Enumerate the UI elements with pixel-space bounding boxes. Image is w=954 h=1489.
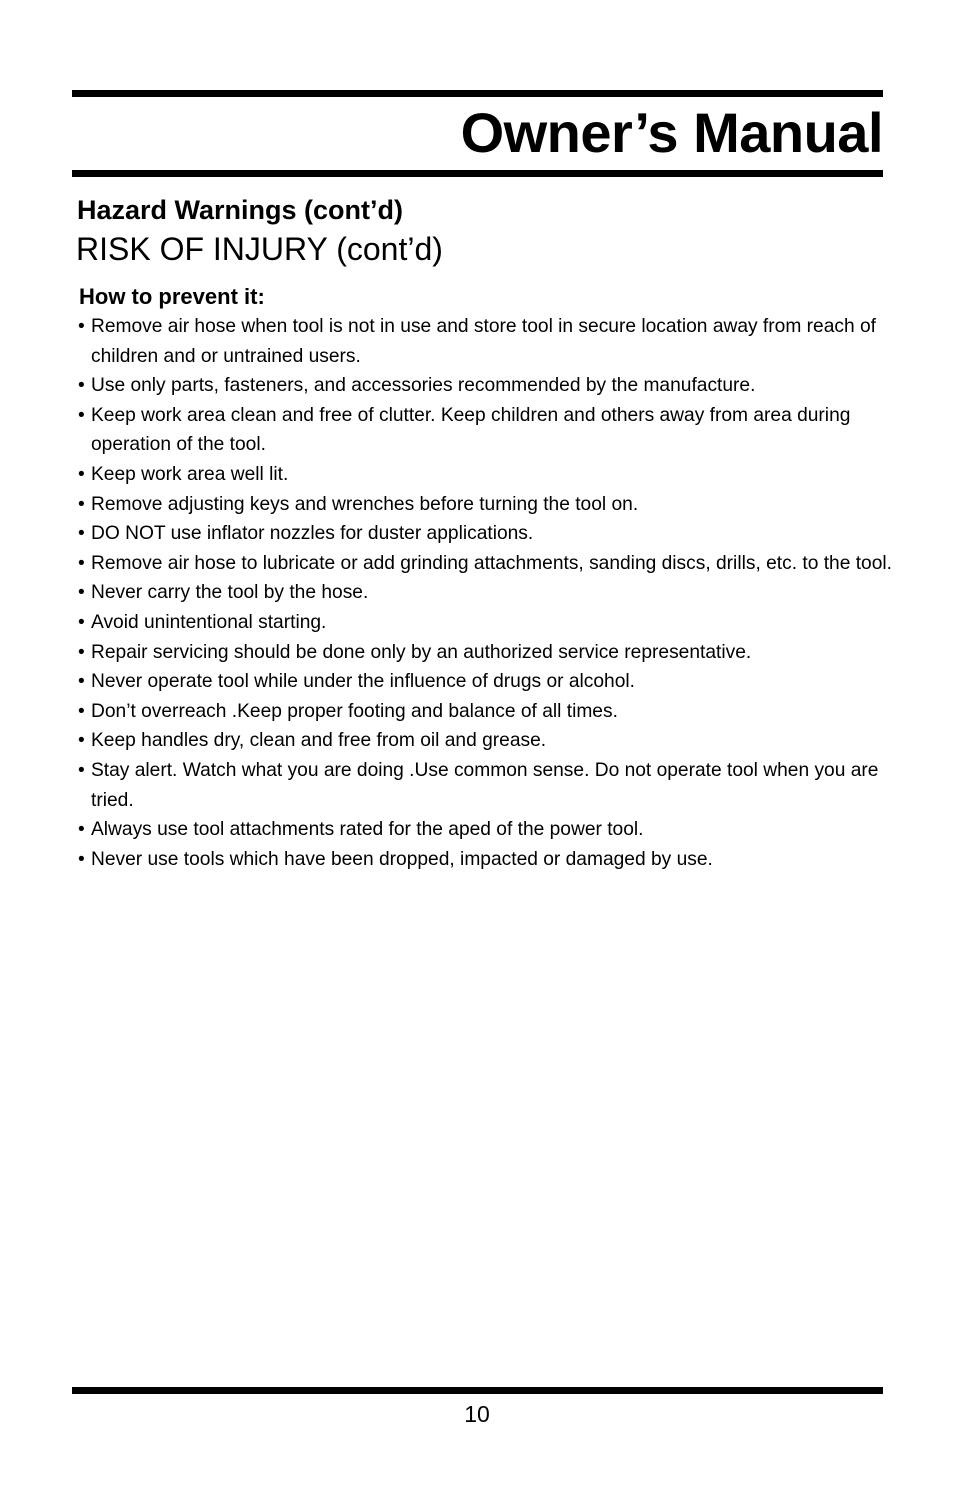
header-top-rule — [72, 90, 883, 97]
bullet-icon: • — [78, 671, 85, 693]
bullet-icon: • — [78, 552, 85, 574]
prevent-heading: How to prevent it: — [79, 284, 265, 309]
list-item — [78, 815, 893, 845]
list-item — [78, 312, 893, 371]
section-subheading: RISK OF INJURY (cont’d) — [76, 231, 443, 267]
list-item — [78, 638, 893, 668]
header-bottom-rule — [72, 170, 883, 177]
bullet-icon: • — [78, 523, 85, 545]
section-heading: Hazard Warnings (cont’d) — [77, 195, 404, 225]
list-item — [78, 608, 893, 638]
list-item-text: Always use tool attachments rated for the aped of the power tool. — [91, 819, 644, 841]
list-item-text: Never operate tool while under the influence of drugs or alcohol. — [91, 671, 635, 693]
bullet-icon: • — [78, 848, 85, 870]
bullet-icon: • — [78, 641, 85, 663]
list-item — [78, 401, 893, 460]
list-item-text: Avoid unintentional starting. — [91, 611, 327, 633]
list-item — [78, 549, 893, 579]
bullet-icon: • — [78, 493, 85, 515]
bullet-icon: • — [78, 316, 85, 337]
bullet-icon: • — [78, 759, 85, 781]
list-item-text: Use only parts, fasteners, and accessories recommended by the manufacture. — [91, 375, 756, 397]
list-item-text: Keep work area clean and free of clutter. Keep children and others away from area during operation of the tool. — [91, 404, 851, 456]
bullet-icon: • — [78, 375, 85, 397]
list-item-text: DO NOT use inflator nozzles for duster applications. — [91, 523, 534, 545]
list-item-text: Remove air hose to lubricate or add grinding attachments, sanding discs, drills, etc. to the tool. — [91, 552, 892, 574]
bullet-icon: • — [78, 700, 85, 722]
bullet-icon: • — [78, 819, 85, 841]
list-item-text: Never carry the tool by the hose. — [91, 582, 369, 604]
list-item — [78, 578, 893, 608]
page-number: 10 — [464, 1401, 490, 1427]
list-item-text: Remove air hose when tool is not in use and store tool in secure location away from reach of children and or untrained users. — [91, 316, 876, 367]
list-item-text: Repair servicing should be done only by an authorized service representative. — [91, 641, 752, 663]
list-item — [78, 667, 893, 697]
bullet-icon: • — [78, 404, 85, 426]
list-item-text: Keep handles dry, clean and free from oil and grease. — [91, 730, 547, 752]
prevention-list — [78, 312, 893, 874]
bullet-icon: • — [78, 582, 85, 604]
footer-rule — [72, 1387, 883, 1394]
bullet-icon: • — [78, 611, 85, 633]
bullet-icon: • — [78, 463, 85, 485]
list-item-text: Stay alert. Watch what you are doing .Use common sense. Do not operate tool when you are tried. — [91, 759, 879, 811]
list-item — [78, 371, 893, 401]
list-item-text: Keep work area well lit. — [91, 463, 289, 485]
page-title: Owner’s Manual — [460, 101, 883, 164]
list-item — [78, 845, 893, 875]
list-item — [78, 490, 893, 520]
list-item — [78, 726, 893, 756]
list-item-text: Never use tools which have been dropped, impacted or damaged by use. — [91, 848, 713, 870]
list-item — [78, 519, 893, 549]
bullet-icon: • — [78, 730, 85, 752]
list-item — [78, 460, 893, 490]
list-item — [78, 697, 893, 727]
list-item-text: Remove adjusting keys and wrenches before turning the tool on. — [91, 493, 639, 515]
list-item-text: Don’t overreach .Keep proper footing and balance of all times. — [91, 700, 618, 722]
list-item — [78, 756, 893, 815]
